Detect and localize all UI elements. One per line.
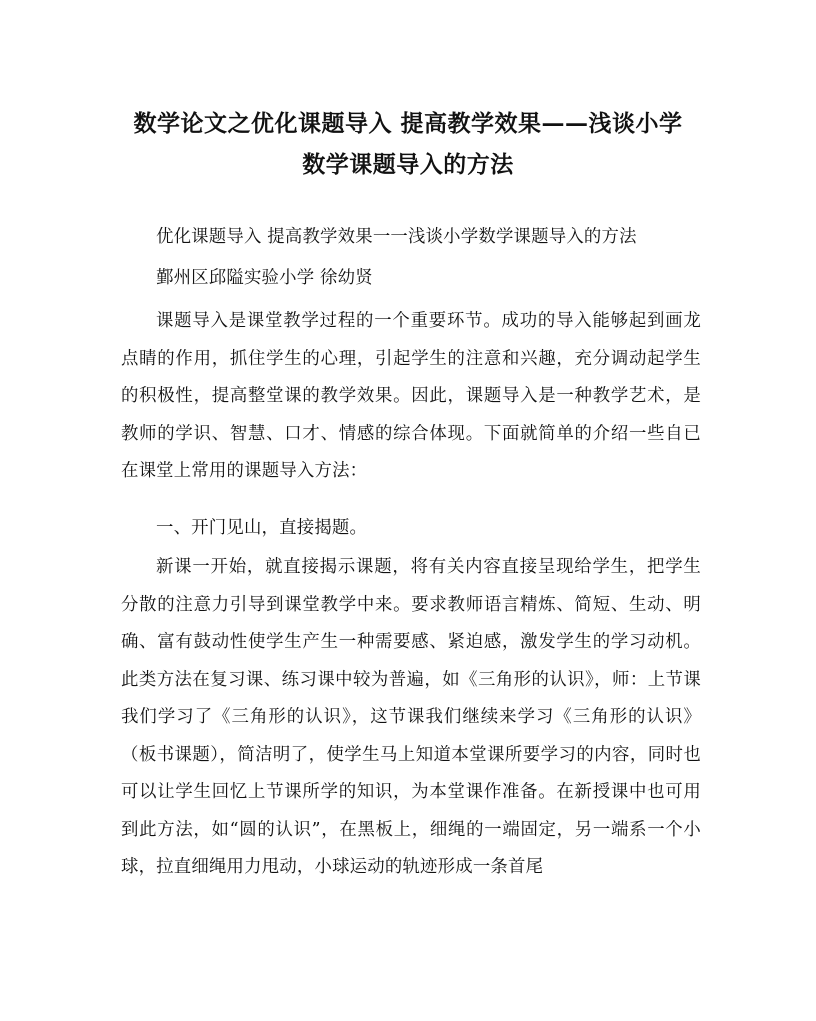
title-line-1: 数学论文之优化课题导入 提高教学效果——浅谈小学 [133, 110, 683, 137]
section-heading-1: 一、开门见山，直接揭题。 [156, 518, 368, 538]
author-line: 鄞州区邱隘实验小学 徐幼贤 [156, 268, 373, 288]
title-line-2: 数学课题导入的方法 [302, 151, 514, 178]
paragraph-section-1: 新课一开始，就直接揭示课题，将有关内容直接呈现给学生，把学生分散的注意力引导到课堂教学中来。要求教师语言精炼、简短、生动、明确、富有鼓动性使学生产生一种需要感、紧迫感，激发学生的学习动机。此类方法在复习课、练习课中较为普遍，如《三角形的认识》，师：上节课我们学习了《三角形的认识》，这节课我们继续来学习《三角形的认识》（板书课题），简洁明了，使学生马上知道本堂课所要学习的内容，同时也可以让学生回忆上节课所学的知识，为本堂课作准备。在新授课中也可用到此方法，如“圆的认识”，在黑板上，细绳的一端固定，另一端系一个小球，拉直细绳用力甩动，小球运动的轨迹形成一条首尾 [121, 557, 701, 877]
document-subtitle: 优化课题导入 提高教学效果一一浅谈小学数学课题导入的方法 [156, 227, 637, 247]
document-title [118, 103, 698, 185]
paragraph-intro: 课题导入是课堂教学过程的一个重要环节。成功的导入能够起到画龙点睛的作用，抓住学生的心理，引起学生的注意和兴趣，充分调动起学生的积极性，提高整堂课的教学效果。因此，课题导入是一种教学艺术，是教师的学识、智慧、口才、情感的综合体现。下面就简单的介绍一些自已在课堂上常用的课题导入方法： [121, 311, 701, 481]
